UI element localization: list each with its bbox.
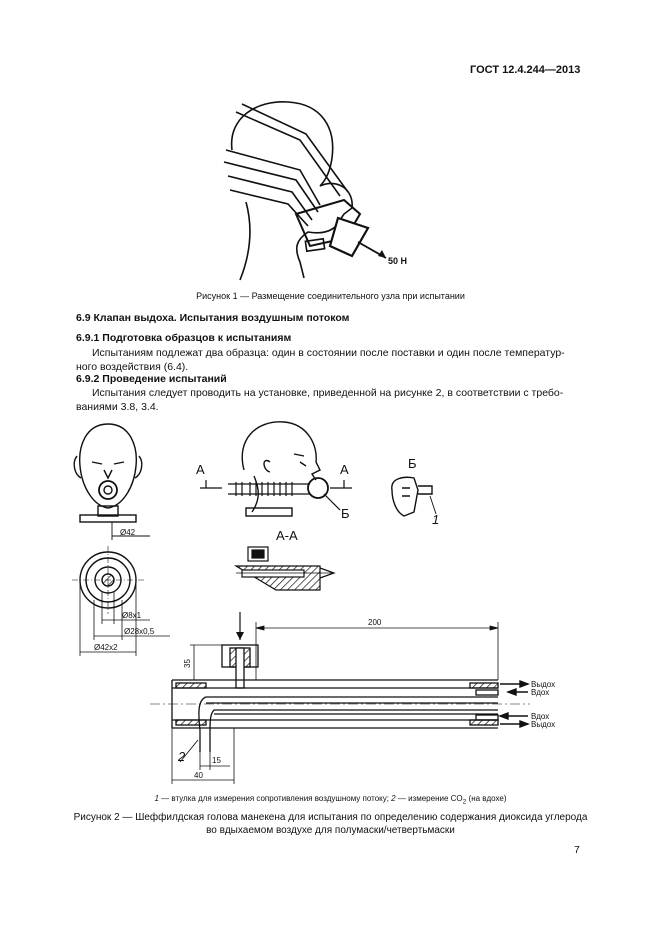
section-6-9-2-title: 6.9.2 Проведение испытаний: [76, 373, 227, 385]
flow-inhale-top: Вдох: [531, 688, 550, 697]
dim-phi8: Ø8x1: [122, 611, 142, 620]
legend-text: — измерение CO: [397, 794, 463, 803]
dim-15: 15: [212, 756, 221, 765]
callout-1: 1: [432, 512, 440, 527]
side-view: [242, 422, 328, 516]
section-mark-left: А: [196, 462, 205, 477]
paragraph-line: Испытания следует проводить на установке, приведенной на рисунке 2, в соответствии с требо-: [92, 387, 564, 399]
legend-text: — втулка для измерения сопротивления воздушному потоку;: [161, 794, 392, 803]
flow-exhale-top: Выдох: [531, 680, 556, 689]
dim-35: 35: [183, 659, 192, 668]
section-6-9-1-title: 6.9.1 Подготовка образцов к испытаниям: [76, 332, 292, 344]
figure-2-legend: [0, 794, 661, 806]
legend-key-2: 2: [391, 794, 396, 803]
dim-200: 200: [368, 618, 382, 627]
force-label: 50 Н: [388, 256, 408, 266]
paragraph-line: Испытаниям подлежат два образца: один в состоянии после поставки и один после температур-: [92, 347, 565, 359]
page-number: 7: [574, 844, 580, 856]
section-6-9-1-text: [76, 346, 584, 374]
figure-2-drawing: [60, 418, 580, 790]
callout-2: 2: [178, 749, 186, 764]
section-mark-right: А: [340, 462, 349, 477]
detail-label-b: Б: [341, 506, 350, 521]
caption-line: во вдыхаемом воздухе для полумаски/четвертьмаски: [206, 825, 455, 836]
section-6-9-2-text: [76, 386, 584, 414]
legend-subscript: 2: [462, 798, 467, 806]
legend-key-1: 1: [154, 794, 159, 803]
standard-header: ГОСТ 12.4.244—2013: [470, 64, 581, 76]
head-outline: [232, 102, 353, 278]
flow-inhale-bottom: Вдох: [531, 712, 550, 721]
paragraph-line: ваниями 3.8, 3.4.: [76, 401, 159, 413]
figure-2-caption: [0, 811, 661, 837]
dim-phi28: Ø28x0,5: [124, 627, 155, 636]
tube: [228, 482, 310, 496]
dim-phi42: Ø42: [120, 528, 136, 537]
detail-b-view: [392, 477, 432, 516]
section-aa-view: [236, 547, 334, 590]
front-view: [74, 424, 142, 522]
figure-1-caption: Рисунок 1 — Размещение соединительного узла при испытании: [196, 291, 465, 301]
detail-b-title: Б: [408, 456, 417, 471]
legend-text: (на вдохе): [466, 794, 507, 803]
figure-1-drawing: [200, 95, 420, 285]
neck-outline: [240, 202, 250, 280]
section-aa-title: А-А: [276, 528, 298, 543]
section-6-9-title: 6.9 Клапан выдоха. Испытания воздушным потоком: [76, 312, 350, 324]
dim-40: 40: [194, 771, 203, 780]
dim-phi42x2: Ø42x2: [94, 643, 118, 652]
flow-exhale-bottom: Выдох: [531, 720, 556, 729]
caption-line: Рисунок 2 — Шеффилдская голова манекена для испытания по определению содержания диоксида углерода: [73, 812, 588, 823]
flow-assembly: [172, 645, 498, 752]
paragraph-line: ного воздействия (6.4).: [76, 361, 189, 373]
